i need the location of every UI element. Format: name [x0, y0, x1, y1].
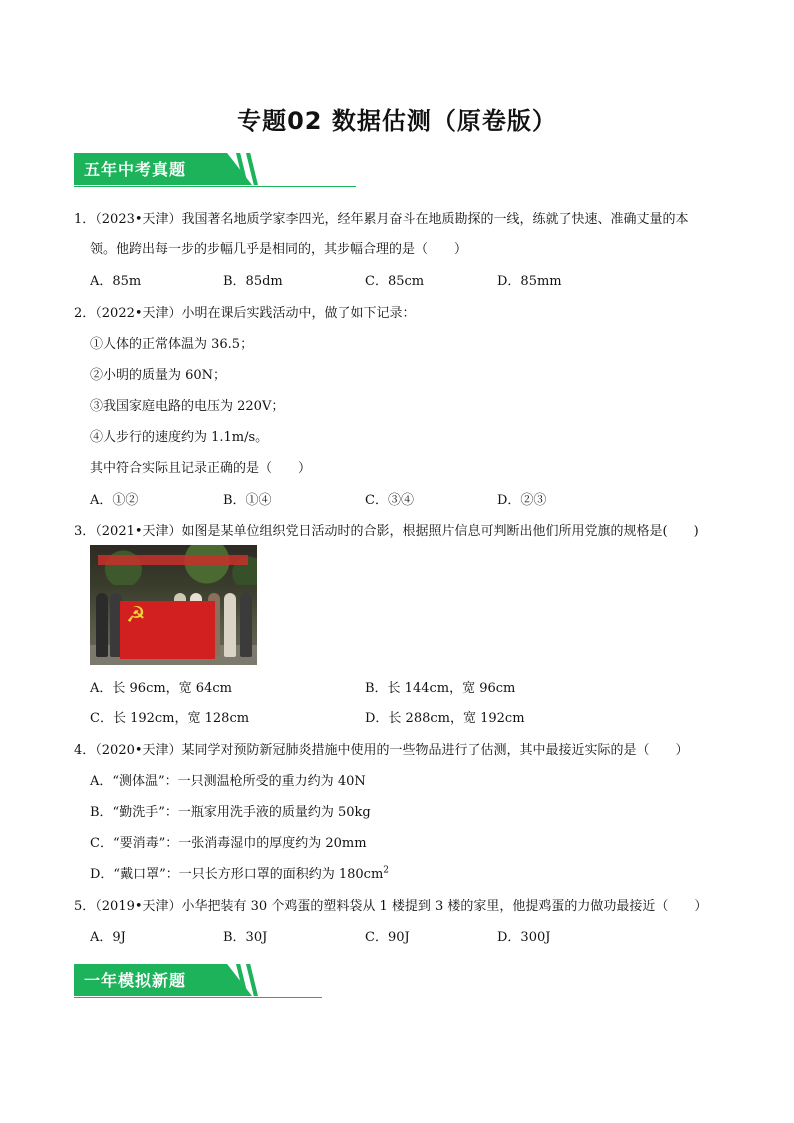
question-5-stem: 5．（2019•天津）小华把装有 30 个鸡蛋的塑料袋从 1 楼提到 3 楼的家里，他提鸡蛋的力做功最接近（ ）	[74, 899, 708, 914]
option: A．85m	[90, 274, 142, 289]
question-1-stem: 1．（2023•天津）我国著名地质学家李四光，经年累月奋斗在地质勘探的一线，练就了快速、准确丈量的本	[74, 212, 689, 227]
option-with-superscript	[90, 863, 389, 882]
option: C．“要消毒”：一张消毒湿巾的厚度约为 20mm	[90, 836, 367, 851]
option: C．长 192cm，宽 128cm	[90, 711, 250, 726]
record-item: ④人步行的速度约为 1.1m/s。	[90, 430, 269, 445]
option: B．30J	[223, 930, 268, 945]
record-item: ①人体的正常体温为 36.5；	[90, 337, 254, 352]
group-photo	[90, 545, 257, 665]
question-2-ask: 其中符合实际且记录正确的是（ ）	[90, 461, 312, 476]
option: C．③④	[365, 493, 414, 508]
question-3-stem: 3．（2021•天津）如图是某单位组织党日活动时的合影，根据照片信息可判断出他们所用党旗的规格是( )	[74, 524, 699, 539]
option: B．“勤洗手”：一瓶家用洗手液的质量约为 50kg	[90, 805, 371, 820]
option: D．85mm	[497, 274, 562, 289]
record-item: ②小明的质量为 60N；	[90, 368, 227, 383]
option: D．“戴口罩”：一只长方形口罩的面积约为 180cm	[90, 867, 384, 882]
option: C．85cm	[365, 274, 425, 289]
option: A．9J	[90, 930, 126, 945]
superscript: 2	[383, 865, 390, 876]
question-2-stem: 2．（2022•天津）小明在课后实践活动中，做了如下记录：	[74, 306, 416, 321]
section-banner-exam	[74, 153, 356, 197]
section-title: 五年中考真题	[84, 160, 187, 179]
option: D．300J	[497, 930, 551, 945]
section-banner-mock	[74, 964, 322, 1008]
option: C．90J	[365, 930, 410, 945]
option: A．“测体温”：一只测温枪所受的重力约为 40N	[90, 774, 366, 789]
option: B．85dm	[223, 274, 283, 289]
option: B．①④	[223, 493, 272, 508]
option: D．②③	[497, 493, 547, 508]
option: D．长 288cm，宽 192cm	[365, 711, 525, 726]
hammer-and-sickle-icon: ☭	[126, 603, 146, 628]
question-4-stem: 4．（2020•天津）某同学对预防新冠肺炎措施中使用的一些物品进行了估测，其中最接近实际的是（ ）	[74, 743, 689, 758]
option: B．长 144cm，宽 96cm	[365, 681, 516, 696]
option: A．长 96cm，宽 64cm	[90, 681, 232, 696]
section-title: 一年模拟新题	[84, 971, 187, 990]
question-1-stem-cont: 领。他跨出每一步的步幅几乎是相同的，其步幅合理的是（ ）	[90, 242, 468, 257]
record-item: ③我国家庭电路的电压为 220V；	[90, 399, 285, 414]
option: A．①②	[90, 493, 139, 508]
page-title: 专题02 数据估测（原卷版）	[237, 107, 557, 135]
